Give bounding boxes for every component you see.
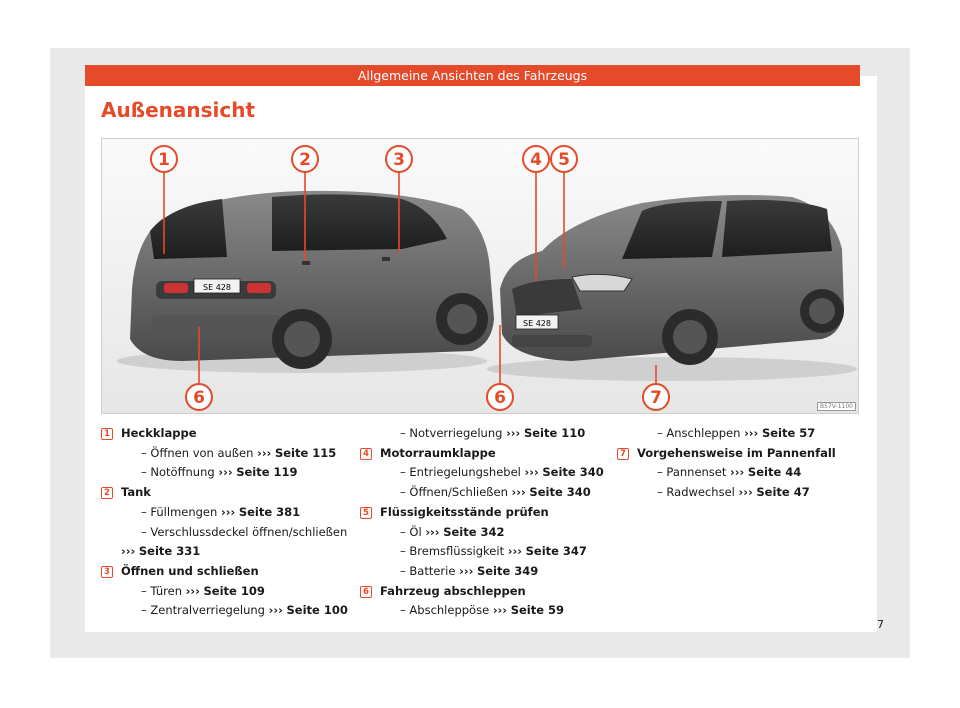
- callout-6-rear: [186, 384, 212, 410]
- legend-item-4: [360, 444, 604, 503]
- ref-arrow: ›››: [268, 603, 283, 618]
- ref-arrow: ›››: [425, 524, 440, 539]
- page-ref-link: Seite 109: [203, 583, 265, 598]
- sub-entry[interactable]: – Öffnen von außen ››› Seite 115: [141, 445, 337, 460]
- page-ref-link: Seite 340: [542, 465, 604, 480]
- ref-arrow: ›››: [459, 563, 474, 578]
- page-ref-link: Seite 342: [443, 524, 505, 539]
- legend-item-6: [360, 582, 604, 621]
- page-ref-link: Seite 115: [274, 445, 337, 460]
- ref-arrow: ›››: [257, 445, 272, 460]
- ref-arrow: ›››: [185, 583, 200, 598]
- page-number: 7: [877, 618, 884, 631]
- item-title: Heckklappe: [121, 426, 197, 440]
- callout-7: [643, 384, 669, 410]
- callout-4: [523, 146, 549, 172]
- front-license-plate: [516, 315, 558, 329]
- sub-entry[interactable]: – Notverriegelung ››› Seite 110: [400, 426, 586, 440]
- legend-column-2: [360, 424, 604, 621]
- item-title: Öffnen und schließen: [121, 563, 259, 578]
- svg-text:7: 7: [650, 388, 662, 408]
- vehicle-exterior-figure: [101, 138, 859, 414]
- item-title: Vorgehensweise im Pannenfall: [637, 445, 836, 460]
- ref-arrow: ›››: [511, 485, 526, 500]
- item-number-badge: 6: [360, 586, 372, 598]
- item-number-badge: 7: [617, 448, 629, 460]
- page-ref-link: Seite 59: [510, 603, 565, 618]
- item-title: Motorraumklappe: [380, 445, 496, 460]
- ref-arrow: ›››: [218, 465, 233, 480]
- item-title: Flüssigkeitsstände prüfen: [380, 504, 549, 519]
- sub-entry[interactable]: – Öffnen/Schließen ››› Seite 340: [400, 485, 591, 500]
- rear-plate-text: SE 428: [203, 283, 231, 292]
- ref-arrow: ›››: [506, 426, 521, 440]
- page-ref-link: Seite 340: [529, 485, 591, 500]
- page-ref-link: Seite 44: [747, 465, 802, 480]
- page-ref-link: Seite 347: [525, 544, 587, 559]
- ref-arrow: ›››: [744, 426, 759, 440]
- rear-license-plate: [194, 279, 240, 293]
- page-title: Außenansicht: [101, 98, 256, 122]
- page-ref-link: Seite 349: [476, 563, 539, 578]
- ref-arrow: ›››: [738, 485, 753, 500]
- sub-entry: – Verschlussdeckel öffnen/schließen: [141, 524, 348, 539]
- legend-item-5: [360, 503, 604, 582]
- sub-entry[interactable]: – Türen ››› Seite 109: [141, 583, 265, 598]
- sub-entry[interactable]: – Pannenset ››› Seite 44: [657, 465, 802, 480]
- sub-entry[interactable]: – Batterie ››› Seite 349: [400, 563, 539, 578]
- section-header: Allgemeine Ansichten des Fahrzeugs: [85, 65, 860, 86]
- svg-text:6: 6: [494, 388, 506, 408]
- sub-entry[interactable]: – Abschleppöse ››› Seite 59: [400, 603, 565, 618]
- callout-5: [551, 146, 577, 172]
- ref-arrow: ›››: [730, 465, 745, 480]
- sub-entry[interactable]: – Öl ››› Seite 342: [400, 524, 505, 539]
- page-ref-link: Seite 47: [756, 485, 810, 500]
- sub-entry[interactable]: – Bremsflüssigkeit ››› Seite 347: [400, 544, 587, 559]
- ref-arrow: ›››: [524, 465, 539, 480]
- svg-text:5: 5: [558, 150, 570, 170]
- sub-entry[interactable]: [121, 542, 348, 562]
- sub-entry[interactable]: – Füllmengen ››› Seite 381: [141, 504, 301, 519]
- legend-column-3: [617, 424, 836, 503]
- ref-arrow: ›››: [220, 504, 236, 519]
- svg-text:4: 4: [530, 150, 542, 170]
- page-ref-link: Seite 119: [236, 465, 298, 480]
- page-ref-link: Seite 100: [286, 603, 348, 618]
- legend-item-continued: [617, 424, 836, 444]
- callout-3: [386, 146, 412, 172]
- item-number-badge: 5: [360, 507, 372, 519]
- item-number-badge: 4: [360, 448, 372, 460]
- legend-item-continued: [360, 424, 604, 444]
- sub-entry[interactable]: – Entriegelungshebel ››› Seite 340: [400, 465, 604, 480]
- legend-column-1: [101, 424, 348, 621]
- ref-arrow: ›››: [492, 603, 508, 618]
- sub-entry[interactable]: – Notöffnung ››› Seite 119: [141, 465, 298, 480]
- ref-arrow: ›››: [507, 544, 522, 559]
- legend-item-1: [101, 424, 348, 483]
- page-ref-link: Seite 331: [138, 544, 201, 559]
- page-ref-link: Seite 110: [523, 426, 586, 440]
- legend-item-3: [101, 562, 348, 621]
- svg-text:1: 1: [158, 150, 170, 170]
- svg-text:3: 3: [393, 150, 405, 170]
- item-title: Tank: [121, 485, 151, 500]
- front-plate-text: SE 428: [523, 319, 551, 328]
- legend-item-2: [101, 483, 348, 562]
- svg-text:6: 6: [193, 388, 205, 408]
- item-number-badge: 2: [101, 487, 113, 499]
- vehicle-illustration: [102, 139, 859, 414]
- svg-text:2: 2: [299, 150, 311, 170]
- legend-item-7: [617, 444, 836, 503]
- page-ref-link: Seite 381: [238, 504, 301, 519]
- ref-arrow: ›››: [121, 544, 136, 559]
- page-ref-link: Seite 57: [761, 426, 816, 440]
- item-number-badge: 1: [101, 428, 113, 440]
- item-number-badge: 3: [101, 566, 113, 578]
- item-title: Fahrzeug abschleppen: [380, 583, 526, 598]
- sub-entry[interactable]: – Radwechsel ››› Seite 47: [657, 485, 810, 500]
- callout-6-front: [487, 384, 513, 410]
- sub-entry[interactable]: – Anschleppen ››› Seite 57: [657, 426, 816, 440]
- figure-code: B57V-1100: [817, 402, 856, 411]
- sub-entry[interactable]: – Zentralverriegelung ››› Seite 100: [141, 603, 348, 618]
- callout-1: [151, 146, 177, 172]
- callout-2: [292, 146, 318, 172]
